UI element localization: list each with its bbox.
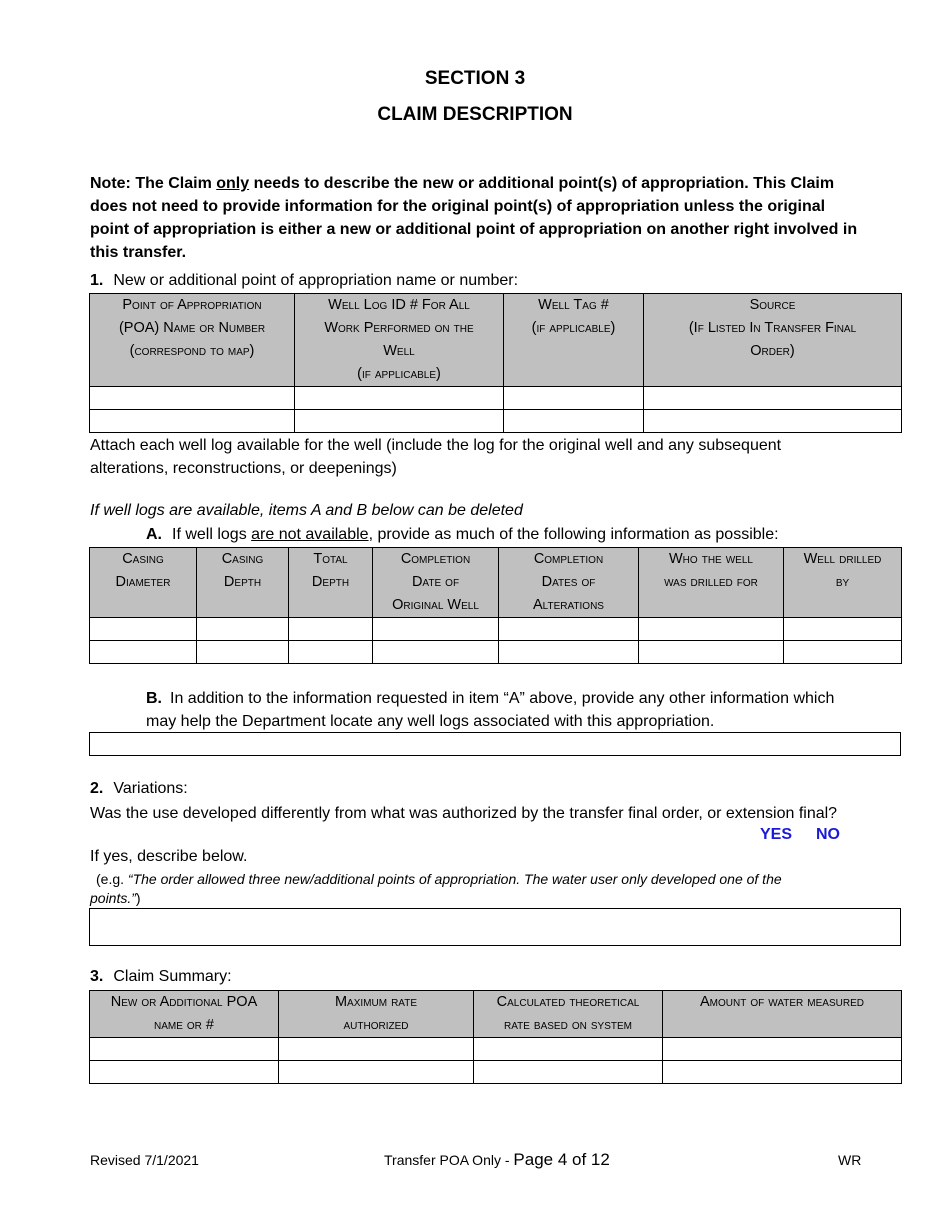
well-header-2: Total Depth: [289, 548, 373, 618]
table-row: [90, 410, 902, 433]
itemB-text: B. In addition to the information requested in item “A” above, provide any other information which may help the Department locate any well logs associated with this appropriation.: [146, 690, 835, 730]
well-cell[interactable]: [197, 641, 289, 664]
poa-cell[interactable]: [644, 387, 902, 410]
well-header-0: Casing Diameter: [90, 548, 197, 618]
summary-cell[interactable]: [279, 1038, 474, 1061]
well-header-5: Who the well was drilled for: [639, 548, 784, 618]
table-row: [90, 618, 902, 641]
table-row: [90, 641, 902, 664]
well-header-3: Completion Date of Original Well: [373, 548, 499, 618]
poa-header-2: Well Tag # (if applicable): [504, 294, 644, 387]
well-cell[interactable]: [784, 618, 902, 641]
yes-option[interactable]: YES: [760, 826, 793, 843]
summary-header-3: Amount of water measured: [663, 991, 902, 1038]
poa-cell[interactable]: [90, 387, 295, 410]
poa-header-0: Point of Appropriation (POA) Name or Number (correspond to map): [90, 294, 295, 387]
well-header-6: Well drilled by: [784, 548, 902, 618]
well-cell[interactable]: [90, 641, 197, 664]
well-cell[interactable]: [499, 618, 639, 641]
poa-cell[interactable]: [504, 387, 644, 410]
well-info-table: [89, 547, 902, 664]
item2-label: 2. Variations:: [90, 780, 188, 797]
summary-cell[interactable]: [663, 1061, 902, 1084]
well-cell[interactable]: [373, 641, 499, 664]
poa-cell[interactable]: [90, 410, 295, 433]
summary-cell[interactable]: [90, 1038, 279, 1061]
well-cell[interactable]: [289, 618, 373, 641]
poa-cell[interactable]: [295, 410, 504, 433]
attach-text: Attach each well log available for the well (include the log for the original well and any subsequent alterations, reconstructions, or deepenings): [90, 437, 782, 477]
table-row: [90, 387, 902, 410]
summary-cell[interactable]: [474, 1061, 663, 1084]
claim-summary-table: [89, 990, 902, 1084]
itemA-label: A. If well logs are not available, provide as much of the following information as possible:: [146, 526, 779, 543]
summary-cell[interactable]: [90, 1061, 279, 1084]
describe-label: If yes, describe below.: [90, 848, 248, 865]
footer-center: Transfer POA Only - Page 4 of 12: [384, 1150, 610, 1169]
poa-cell[interactable]: [295, 387, 504, 410]
well-header-1: Casing Depth: [197, 548, 289, 618]
table-row: [90, 1061, 902, 1084]
variation-input-box[interactable]: [89, 908, 901, 946]
itemB-input-box[interactable]: [89, 732, 901, 756]
poa-table: [89, 293, 902, 433]
footer-revised: Revised 7/1/2021: [90, 1152, 199, 1168]
table-row: [90, 1038, 902, 1061]
well-cell[interactable]: [373, 618, 499, 641]
well-cell[interactable]: [499, 641, 639, 664]
page-number: Page 4 of 12: [513, 1150, 610, 1169]
well-cell[interactable]: [639, 618, 784, 641]
summary-header-1: Maximum rate authorized: [279, 991, 474, 1038]
no-option[interactable]: NO: [816, 826, 840, 843]
item1-label: 1. New or additional point of appropriation name or number:: [90, 272, 519, 289]
variation-question: Was the use developed differently from what was authorized by the transfer final order, or extension final?: [90, 805, 838, 822]
well-header-4: Completion Dates of Alterations: [499, 548, 639, 618]
well-cell[interactable]: [289, 641, 373, 664]
wells-note: If well logs are available, items A and B below can be deleted: [90, 502, 523, 519]
footer-code: WR: [838, 1152, 862, 1168]
poa-cell[interactable]: [504, 410, 644, 433]
summary-cell[interactable]: [474, 1038, 663, 1061]
poa-cell[interactable]: [644, 410, 902, 433]
well-cell[interactable]: [90, 618, 197, 641]
section-number: SECTION 3: [424, 68, 526, 89]
item3-label: 3. Claim Summary:: [90, 968, 232, 985]
summary-cell[interactable]: [279, 1061, 474, 1084]
well-cell[interactable]: [784, 641, 902, 664]
variation-example: (e.g. “The order allowed three new/additional points of appropriation. The water user only developed one of the points.”): [90, 871, 782, 906]
summary-header-2: Calculated theoretical rate based on system: [474, 991, 663, 1038]
claim-note: Note: The Claim only needs to describe the new or additional point(s) of appropriation. This Claim does not need to provide information for the original point(s) of appropriation unless the original point of appropriation is either a new or additional point of appropriation on another right involved in this transfer.: [90, 175, 858, 261]
well-cell[interactable]: [197, 618, 289, 641]
summary-header-0: New or Additional POA name or #: [90, 991, 279, 1038]
poa-header-3: Source (If Listed In Transfer Final Order): [644, 294, 902, 387]
summary-cell[interactable]: [663, 1038, 902, 1061]
section-title: CLAIM DESCRIPTION: [377, 104, 573, 125]
poa-header-1: Well Log ID # For All Work Performed on the Well (if applicable): [295, 294, 504, 387]
well-cell[interactable]: [639, 641, 784, 664]
